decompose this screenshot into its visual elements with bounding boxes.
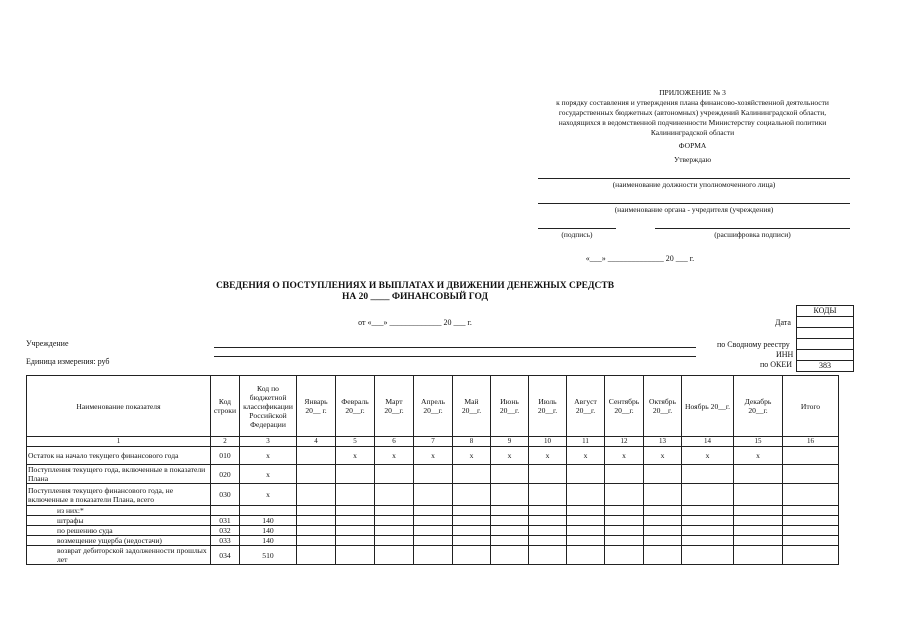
- row-month-value[interactable]: [414, 465, 453, 484]
- row-code: 010: [211, 447, 240, 465]
- unit-label: Единица измерения: руб: [26, 357, 110, 366]
- row-month-value[interactable]: [297, 465, 336, 484]
- row-month-value[interactable]: [734, 506, 783, 516]
- institution-line-1[interactable]: [214, 347, 696, 348]
- row-month-value[interactable]: [529, 506, 567, 516]
- finance-table: [26, 375, 839, 565]
- row-month-value[interactable]: [414, 526, 453, 536]
- row-code: [211, 506, 240, 516]
- column-number-row: [27, 437, 839, 447]
- row-month-value[interactable]: [491, 526, 529, 536]
- row-month-value[interactable]: x: [336, 447, 375, 465]
- row-code: 032: [211, 526, 240, 536]
- row-month-value[interactable]: [567, 506, 605, 516]
- row-month-value[interactable]: [529, 465, 567, 484]
- row-month-value[interactable]: [567, 465, 605, 484]
- header-month: Июнь 20__г.: [491, 376, 529, 437]
- row-month-value[interactable]: [644, 484, 682, 506]
- column-number: 3: [240, 437, 297, 447]
- row-month-value[interactable]: [682, 546, 734, 565]
- row-month-value[interactable]: x: [375, 447, 414, 465]
- column-number: 8: [453, 437, 491, 447]
- header-month: Декабрь 20__г.: [734, 376, 783, 437]
- row-month-value[interactable]: [375, 546, 414, 565]
- row-kbk: x: [240, 484, 297, 506]
- row-month-value[interactable]: [605, 465, 644, 484]
- row-month-value[interactable]: [644, 526, 682, 536]
- row-month-value[interactable]: x: [682, 447, 734, 465]
- row-month-value[interactable]: [567, 536, 605, 546]
- row-month-value[interactable]: [682, 506, 734, 516]
- row-month-value[interactable]: [375, 506, 414, 516]
- row-month-value[interactable]: [336, 465, 375, 484]
- row-month-value[interactable]: [375, 484, 414, 506]
- column-number: 14: [682, 437, 734, 447]
- row-total[interactable]: [783, 536, 839, 546]
- row-month-value[interactable]: [491, 506, 529, 516]
- sign-line: [538, 228, 616, 229]
- column-number: 7: [414, 437, 453, 447]
- table-row: [27, 506, 839, 516]
- header-month: Апрель 20__г.: [414, 376, 453, 437]
- position-line: [538, 178, 850, 179]
- okei-label: по ОКЕИ: [760, 360, 793, 369]
- column-number: 1: [27, 437, 211, 447]
- row-month-value[interactable]: [297, 484, 336, 506]
- row-month-value[interactable]: [605, 536, 644, 546]
- column-number: 6: [375, 437, 414, 447]
- row-kbk: [240, 506, 297, 516]
- row-month-value[interactable]: [682, 536, 734, 546]
- row-month-value[interactable]: [491, 516, 529, 526]
- row-code: 034: [211, 546, 240, 565]
- row-name: штрафы: [27, 516, 211, 526]
- row-total[interactable]: [783, 465, 839, 484]
- header-month: Ноябрь 20__г.: [682, 376, 734, 437]
- row-kbk: x: [240, 447, 297, 465]
- header-month: Сентябрь 20__г.: [605, 376, 644, 437]
- row-month-value[interactable]: [453, 484, 491, 506]
- row-month-value[interactable]: [297, 506, 336, 516]
- title-line-1: СВЕДЕНИЯ О ПОСТУПЛЕНИЯХ И ВЫПЛАТАХ И ДВИЖЕНИИ ДЕНЕЖНЫХ СРЕДСТВ: [215, 281, 615, 291]
- row-month-value[interactable]: [414, 536, 453, 546]
- table-row: [27, 484, 839, 506]
- row-month-value[interactable]: [453, 516, 491, 526]
- codes-table: [796, 305, 854, 372]
- row-total[interactable]: [783, 447, 839, 465]
- row-code: 030: [211, 484, 240, 506]
- row-month-value[interactable]: [336, 546, 375, 565]
- row-month-value[interactable]: x: [491, 447, 529, 465]
- row-month-value[interactable]: [734, 526, 783, 536]
- row-name: возврат дебиторской задолженности прошлых лет: [27, 546, 211, 565]
- row-month-value[interactable]: [297, 536, 336, 546]
- row-month-value[interactable]: [734, 465, 783, 484]
- row-kbk: x: [240, 465, 297, 484]
- row-month-value[interactable]: x: [734, 447, 783, 465]
- row-month-value[interactable]: [605, 526, 644, 536]
- header-name: Наименование показателя: [27, 376, 211, 437]
- appendix-text-1: к порядку составления и утверждения плана финансово-хозяйственной деятельности: [556, 98, 829, 107]
- table-row: [27, 447, 839, 465]
- row-month-value[interactable]: [336, 506, 375, 516]
- table-row: [27, 536, 839, 546]
- header-code: Код строки: [211, 376, 240, 437]
- header-month: Март 20__г.: [375, 376, 414, 437]
- row-month-value[interactable]: [734, 546, 783, 565]
- row-month-value[interactable]: [453, 465, 491, 484]
- row-month-value[interactable]: [414, 506, 453, 516]
- row-kbk: 140: [240, 536, 297, 546]
- row-month-value[interactable]: [336, 484, 375, 506]
- row-month-value[interactable]: [491, 484, 529, 506]
- row-month-value[interactable]: [529, 536, 567, 546]
- code-date-cell[interactable]: [797, 317, 854, 328]
- row-month-value[interactable]: [453, 546, 491, 565]
- row-code: 031: [211, 516, 240, 526]
- row-name: из них:*: [27, 506, 211, 516]
- header-month: Август 20__г.: [567, 376, 605, 437]
- code-inn-cell[interactable]: [797, 350, 854, 361]
- row-month-value[interactable]: [297, 526, 336, 536]
- form-label: ФОРМА: [678, 141, 707, 150]
- row-total[interactable]: [783, 546, 839, 565]
- row-month-value[interactable]: [491, 536, 529, 546]
- row-total[interactable]: [783, 526, 839, 536]
- column-number: 9: [491, 437, 529, 447]
- institution-label: Учреждение: [26, 339, 69, 348]
- row-name: по решению суда: [27, 526, 211, 536]
- appendix-header: [520, 88, 865, 165]
- row-kbk: 140: [240, 526, 297, 536]
- row-month-value[interactable]: [682, 526, 734, 536]
- column-number: 13: [644, 437, 682, 447]
- institution-line-2[interactable]: [214, 356, 696, 357]
- row-month-value[interactable]: [644, 536, 682, 546]
- row-month-value[interactable]: [682, 484, 734, 506]
- row-code: 033: [211, 536, 240, 546]
- position-caption: (наименование должности уполномоченного лица): [612, 180, 776, 189]
- row-month-value[interactable]: [644, 546, 682, 565]
- code-empty-cell[interactable]: [797, 328, 854, 339]
- row-name: Поступления текущего финансового года, не включенные в показатели Плана, всего: [27, 484, 211, 506]
- appendix-text-4: Калининградской области: [650, 128, 735, 137]
- row-month-value[interactable]: [734, 536, 783, 546]
- row-month-value[interactable]: x: [644, 447, 682, 465]
- row-month-value[interactable]: [644, 506, 682, 516]
- row-month-value[interactable]: [605, 484, 644, 506]
- row-month-value[interactable]: x: [414, 447, 453, 465]
- header-month: Октябрь 20__г.: [644, 376, 682, 437]
- column-number: 4: [297, 437, 336, 447]
- codes-header: КОДЫ: [797, 306, 854, 317]
- row-name: Поступления текущего года, включенные в показатели Плана: [27, 465, 211, 484]
- row-month-value[interactable]: [297, 546, 336, 565]
- title-line-2: НА 20 ____ ФИНАНСОВЫЙ ГОД: [341, 292, 488, 302]
- column-number: 12: [605, 437, 644, 447]
- code-okei-cell: 383: [797, 361, 854, 372]
- row-month-value[interactable]: [491, 465, 529, 484]
- row-month-value[interactable]: [529, 516, 567, 526]
- column-number: 10: [529, 437, 567, 447]
- row-month-value[interactable]: [453, 506, 491, 516]
- table-row: [27, 526, 839, 536]
- organ-line: [538, 203, 850, 204]
- row-name: Остаток на начало текущего финансового года: [27, 447, 211, 465]
- row-kbk: 140: [240, 516, 297, 526]
- appendix-number: ПРИЛОЖЕНИЕ № 3: [659, 88, 726, 97]
- row-month-value[interactable]: [567, 516, 605, 526]
- column-number: 5: [336, 437, 375, 447]
- table-row: [27, 465, 839, 484]
- table-row: [27, 546, 839, 565]
- row-month-value[interactable]: [414, 484, 453, 506]
- approve-label: Утверждаю: [673, 155, 712, 164]
- inn-label: ИНН: [776, 350, 794, 359]
- header-total: Итого: [783, 376, 839, 437]
- header-month: Январь 20__ г.: [297, 376, 336, 437]
- document-title: [170, 281, 660, 303]
- column-number: 2: [211, 437, 240, 447]
- row-month-value[interactable]: [644, 516, 682, 526]
- row-name: возмещение ущерба (недостачи): [27, 536, 211, 546]
- row-month-value[interactable]: [734, 484, 783, 506]
- row-month-value[interactable]: x: [453, 447, 491, 465]
- row-month-value[interactable]: [375, 536, 414, 546]
- appendix-text-3: находящихся в ведомственной подчиненности Министерству социальной политики: [558, 118, 827, 127]
- row-month-value[interactable]: [375, 465, 414, 484]
- row-month-value[interactable]: [734, 516, 783, 526]
- organ-caption: (наименование органа - учредителя (учреждения): [614, 205, 774, 214]
- row-month-value[interactable]: [529, 484, 567, 506]
- row-month-value[interactable]: [605, 546, 644, 565]
- row-month-value[interactable]: [375, 516, 414, 526]
- row-month-value[interactable]: x: [605, 447, 644, 465]
- row-month-value[interactable]: [297, 447, 336, 465]
- row-code: 020: [211, 465, 240, 484]
- row-total[interactable]: [783, 506, 839, 516]
- row-month-value[interactable]: x: [529, 447, 567, 465]
- appendix-text-2: государственных бюджетных (автономных) учреждений Калининградской области,: [558, 108, 827, 117]
- code-registry-cell[interactable]: [797, 339, 854, 350]
- sign-caption: (подпись): [561, 230, 593, 239]
- date-label: Дата: [775, 318, 791, 327]
- row-month-value[interactable]: [336, 516, 375, 526]
- registry-label: по Сводному реестру: [717, 340, 790, 349]
- row-month-value[interactable]: [605, 516, 644, 526]
- row-month-value[interactable]: [491, 546, 529, 565]
- row-month-value[interactable]: [567, 546, 605, 565]
- row-month-value[interactable]: [605, 506, 644, 516]
- row-month-value[interactable]: [567, 526, 605, 536]
- row-month-value[interactable]: [336, 526, 375, 536]
- row-total[interactable]: [783, 516, 839, 526]
- row-month-value[interactable]: [375, 526, 414, 536]
- row-month-value[interactable]: [453, 536, 491, 546]
- row-month-value[interactable]: [529, 546, 567, 565]
- row-month-value[interactable]: [336, 536, 375, 546]
- header-month: Июль 20__г.: [529, 376, 567, 437]
- row-month-value[interactable]: [567, 484, 605, 506]
- column-number: 11: [567, 437, 605, 447]
- row-month-value[interactable]: [682, 465, 734, 484]
- decode-line: [655, 228, 850, 229]
- row-total[interactable]: [783, 484, 839, 506]
- approve-date: «___» ______________ 20 ___ г.: [585, 254, 695, 263]
- header-row: [27, 376, 839, 437]
- row-month-value[interactable]: [414, 546, 453, 565]
- row-month-value[interactable]: [453, 526, 491, 536]
- row-month-value[interactable]: x: [567, 447, 605, 465]
- row-month-value[interactable]: [529, 526, 567, 536]
- from-date: от «___» _____________ 20 ___ г.: [358, 318, 472, 327]
- row-month-value[interactable]: [682, 516, 734, 526]
- row-kbk: 510: [240, 546, 297, 565]
- column-number: 15: [734, 437, 783, 447]
- decode-caption: (расшифровка подписи): [714, 230, 791, 239]
- header-month: Май 20__г.: [453, 376, 491, 437]
- header-month: Февраль 20__г.: [336, 376, 375, 437]
- row-month-value[interactable]: [297, 516, 336, 526]
- row-month-value[interactable]: [414, 516, 453, 526]
- header-kbk: Код по бюджетной классификации Российской Федерации: [240, 376, 297, 437]
- table-row: [27, 516, 839, 526]
- column-number: 16: [783, 437, 839, 447]
- row-month-value[interactable]: [644, 465, 682, 484]
